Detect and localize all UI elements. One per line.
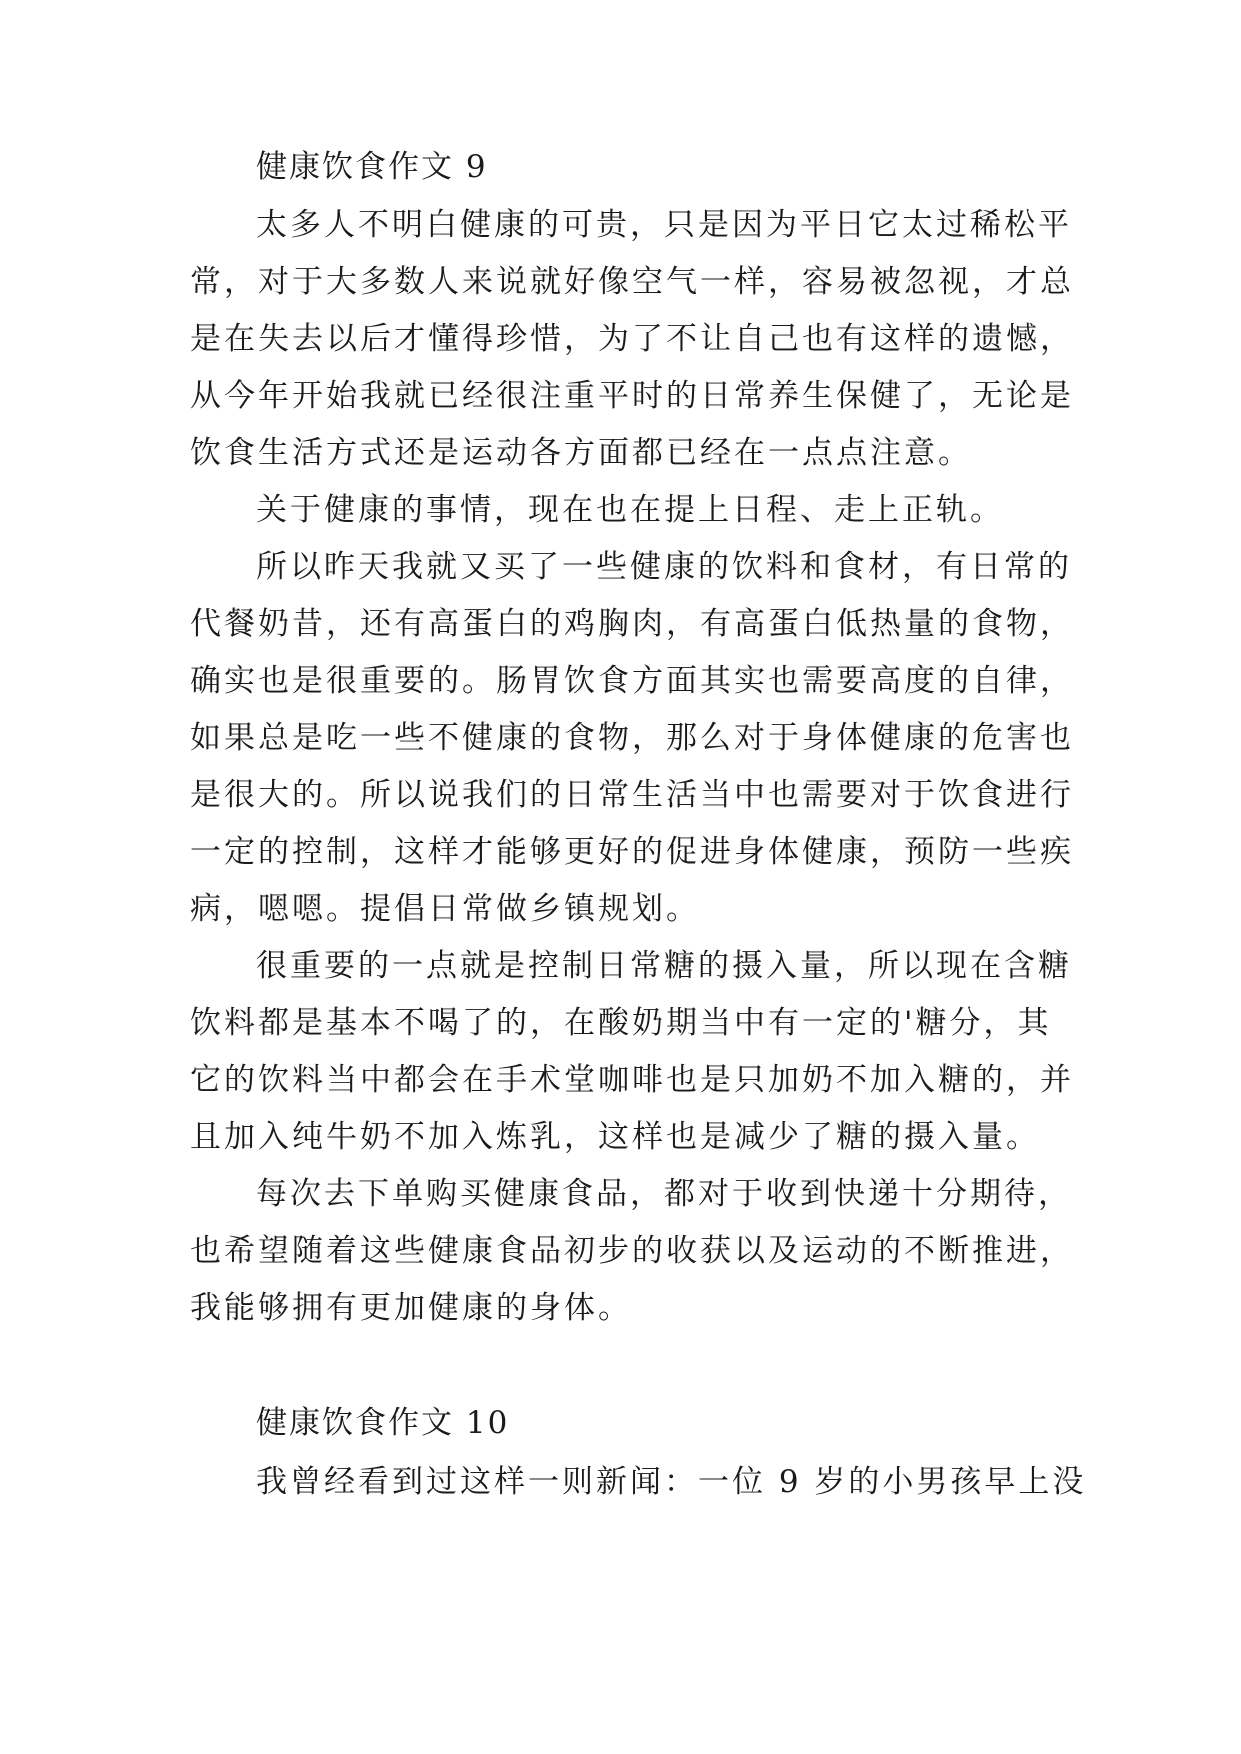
paragraph-line: 常，对于大多数人来说就好像空气一样，容易被忽视，才总 [190,264,1074,300]
paragraph-line: 关于健康的事情，现在也在提上日程、走上正轨。 [256,492,1004,528]
paragraph-line: 每次去下单购买健康食品，都对于收到快递十分期待， [256,1176,1072,1212]
section-title: 健康饮食作文 10 [256,1405,510,1441]
paragraph-line: 且加入纯牛奶不加入炼乳，这样也是减少了糖的摄入量。 [190,1119,1040,1155]
paragraph-line: 它的饮料当中都会在手术堂咖啡也是只加奶不加入糖的，并 [190,1062,1074,1098]
paragraph-line: 我能够拥有更加健康的身体。 [190,1290,632,1326]
paragraph-line: 也希望随着这些健康食品初步的收获以及运动的不断推进， [190,1233,1074,1269]
paragraph-line: 饮料都是基本不喝了的，在酸奶期当中有一定的'糖分，其 [190,1005,1052,1041]
paragraph-line: 代餐奶昔，还有高蛋白的鸡胸肉，有高蛋白低热量的食物， [190,606,1074,642]
paragraph-line: 病，嗯嗯。提倡日常做乡镇规划。 [190,891,700,927]
paragraph-line: 一定的控制，这样才能够更好的促进身体健康，预防一些疾 [190,834,1074,870]
paragraph-line: 所以昨天我就又买了一些健康的饮料和食材，有日常的 [256,549,1072,585]
paragraph-line: 是很大的。所以说我们的日常生活当中也需要对于饮食进行 [190,777,1074,813]
paragraph-line: 是在失去以后才懂得珍惜，为了不让自己也有这样的遗憾， [190,321,1074,357]
paragraph-line: 如果总是吃一些不健康的食物，那么对于身体健康的危害也 [190,720,1074,756]
paragraph-line: 饮食生活方式还是运动各方面都已经在一点点注意。 [190,435,972,471]
paragraph-line: 很重要的一点就是控制日常糖的摄入量，所以现在含糖 [256,948,1072,984]
paragraph-line: 太多人不明白健康的可贵，只是因为平日它太过稀松平 [256,207,1072,243]
paragraph-line: 从今年开始我就已经很注重平时的日常养生保健了，无论是 [190,378,1074,414]
paragraph-line: 确实也是很重要的。肠胃饮食方面其实也需要高度的自律， [190,663,1074,699]
section-title: 健康饮食作文 9 [256,149,488,185]
paragraph-line: 我曾经看到过这样一则新闻：一位 9 岁的小男孩早上没 [256,1464,1087,1500]
